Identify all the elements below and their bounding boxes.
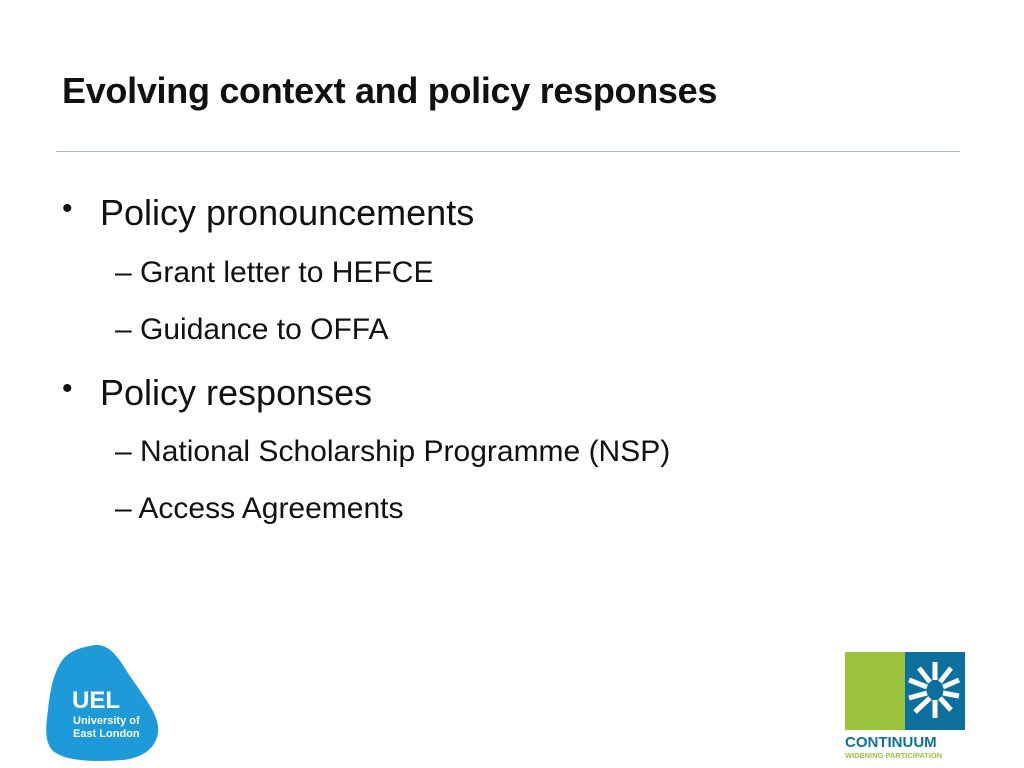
sub-bullet-item <box>115 313 388 347</box>
sub-bullet-item <box>115 492 404 526</box>
uel-logo <box>42 640 162 764</box>
continuum-green-block <box>845 652 905 730</box>
continuum-name: CONTINUUM <box>845 734 937 751</box>
sub-bullet-marker: – <box>115 435 132 468</box>
continuum-logo <box>843 650 967 762</box>
sub-bullet-text: National Scholarship Programme (NSP) <box>140 435 671 468</box>
uel-logo-line3: East London <box>73 728 140 740</box>
sub-bullet-item <box>115 435 670 469</box>
uel-logo-line2: University of <box>73 715 140 727</box>
bullet-text: Policy pronouncements <box>100 192 475 233</box>
sub-bullet-text: Grant letter to HEFCE <box>140 256 434 289</box>
slide-title: Evolving context and policy responses <box>62 70 718 111</box>
sub-bullet-marker: – <box>115 313 132 346</box>
sub-bullet-text: Guidance to OFFA <box>140 313 389 346</box>
bullet-item <box>62 372 373 414</box>
sub-bullet-text: Access Agreements <box>138 492 404 525</box>
bullet-marker: • <box>62 192 73 225</box>
bullet-marker: • <box>62 372 73 405</box>
bullet-item <box>62 192 475 234</box>
uel-logo-acronym: UEL <box>72 687 120 714</box>
continuum-center-dot <box>930 685 940 695</box>
continuum-tagline: WIDENING PARTICIPATION <box>845 751 943 760</box>
sub-bullet-marker: – <box>115 492 132 525</box>
sub-bullet-item <box>115 256 433 290</box>
sub-bullet-marker: – <box>115 256 132 289</box>
bullet-text: Policy responses <box>100 372 373 413</box>
